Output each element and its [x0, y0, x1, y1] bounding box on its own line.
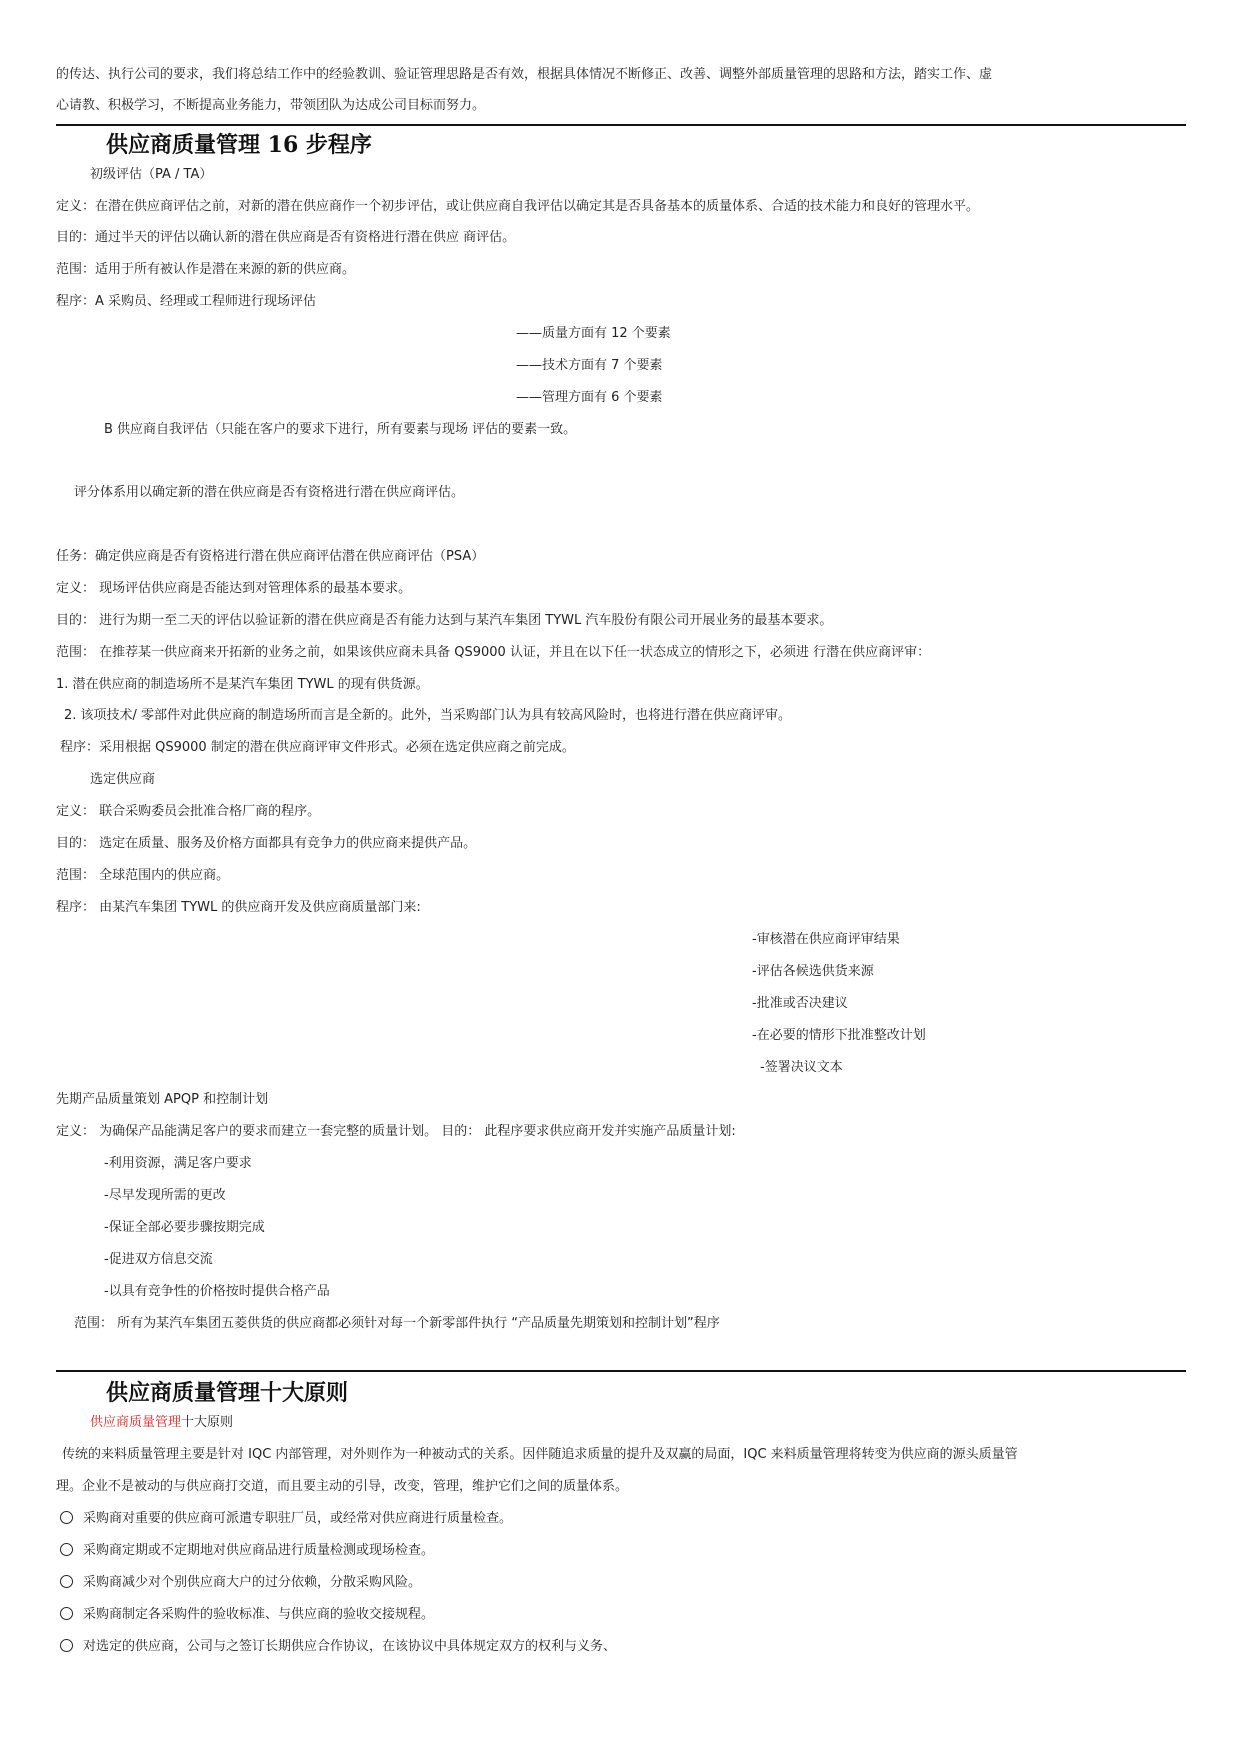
paragraph: 程序：采用根据 QS9000 制定的潜在供应商评审文件形式。必须在选定供应商之前完成。: [60, 740, 575, 755]
list-item: -促进双方信息交流: [104, 1252, 213, 1267]
list-item: -保证全部必要步骤按期完成: [104, 1220, 265, 1235]
list-item: -签署决议文本: [760, 1060, 843, 1075]
list-item: ——技术方面有 7 个要素: [516, 358, 663, 373]
list-item: -审核潜在供应商评审结果: [752, 932, 900, 947]
list-item: ——管理方面有 6 个要素: [516, 390, 663, 405]
list-item: 2. 该项技术/ 零部件对此供应商的制造场所而言是全新的。此外，当采购部门认为具有较高风险时，也将进行潜在供应商评审。: [64, 708, 792, 723]
subsection-title: 先期产品质量策划 APQP 和控制计划: [56, 1092, 269, 1107]
subtitle-highlight: 供应商质量管理: [90, 1415, 182, 1430]
circle-bullet-icon: [60, 1575, 73, 1588]
paragraph: 定义： 现场评估供应商是否能达到对管理体系的最基本要求。: [56, 581, 412, 596]
continuation-line-1: 的传达、执行公司的要求，我们将总结工作中的经验教训、验证管理思路是否有效，根据具体情况不断修正、改善、调整外部质量管理的思路和方法，踏实工作、虚: [56, 67, 993, 82]
list-item: -利用资源，满足客户要求: [104, 1156, 252, 1171]
paragraph: 理。企业不是被动的与供应商打交道，而且要主动的引导，改变，管理，维护它们之间的质量体系。: [56, 1479, 629, 1494]
list-item: [60, 1574, 421, 1591]
list-item-text: 采购商对重要的供应商可派遣专职驻厂员，或经常对供应商进行质量检查。: [83, 1511, 513, 1526]
circle-bullet-icon: [60, 1543, 73, 1556]
list-item-text: 采购商制定各采购件的验收标准、与供应商的验收交接规程。: [83, 1607, 435, 1622]
list-item: -批准或否决建议: [752, 996, 848, 1011]
list-item: [60, 1606, 434, 1623]
paragraph: 范围： 全球范围内的供应商。: [56, 868, 230, 883]
paragraph: 定义：在潜在供应商评估之前，对新的潜在供应商作一个初步评估，或让供应商自我评估以确定其是否具备基本的质量体系、合适的技术能力和良好的管理水平。: [56, 199, 980, 214]
list-item: -评估各候选供货来源: [752, 964, 874, 979]
list-item-text: 对选定的供应商，公司与之签订长期供应合作协议，在该协议中具体规定双方的权利与义务、: [83, 1639, 617, 1654]
paragraph: 定义： 联合采购委员会批准合格厂商的程序。: [56, 804, 321, 819]
paragraph: 目的：通过半天的评估以确认新的潜在供应商是否有资格进行潜在供应 商评估。: [56, 230, 516, 245]
section-title-ten-principles: 供应商质量管理十大原则: [106, 1380, 349, 1406]
list-item-text: 采购商减少对个别供应商大户的过分依赖，分散采购风险。: [83, 1575, 422, 1590]
paragraph: 范围： 所有为某汽车集团五菱供货的供应商都必须针对每一个新零部件执行 “产品质量先期策划和控制计划”程序: [74, 1316, 720, 1331]
paragraph: 评分体系用以确定新的潜在供应商是否有资格进行潜在供应商评估。: [74, 485, 465, 500]
subsection-title: 选定供应商: [90, 772, 156, 787]
section-divider: [56, 1370, 1186, 1372]
subsection-title: 初级评估（PA / TA）: [90, 167, 213, 182]
paragraph: 范围：适用于所有被认作是潜在来源的新的供应商。: [56, 262, 356, 277]
paragraph: B 供应商自我评估（只能在客户的要求下进行，所有要素与现场 评估的要素一致。: [104, 422, 577, 437]
paragraph: 程序：A 采购员、经理或工程师进行现场评估: [56, 294, 317, 309]
circle-bullet-icon: [60, 1511, 73, 1524]
list-item: -尽早发现所需的更改: [104, 1188, 226, 1203]
subsection-title: [90, 1414, 233, 1431]
list-item-text: 采购商定期或不定期地对供应商品进行质量检测或现场检查。: [83, 1543, 435, 1558]
continuation-line-2: 心请教、积极学习，不断提高业务能力，带领团队为达成公司目标而努力。: [56, 98, 486, 113]
list-item: 1. 潜在供应商的制造场所不是某汽车集团 TYWL 的现有供货源。: [56, 677, 429, 692]
paragraph: 程序： 由某汽车集团 TYWL 的供应商开发及供应商质量部门来:: [56, 900, 421, 915]
list-item: [60, 1638, 616, 1655]
list-item: [60, 1510, 512, 1527]
circle-bullet-icon: [60, 1607, 73, 1620]
paragraph: 任务：确定供应商是否有资格进行潜在供应商评估潜在供应商评估（PSA）: [56, 549, 485, 564]
subtitle-rest: 十大原则: [181, 1415, 234, 1430]
circle-bullet-icon: [60, 1639, 73, 1652]
section-title-16-steps: 供应商质量管理 16 步程序: [106, 132, 372, 158]
paragraph: 目的： 进行为期一至二天的评估以验证新的潜在供应商是否有能力达到与某汽车集团 TYWL 汽车股份有限公司开展业务的最基本要求。: [56, 613, 833, 628]
list-item: [60, 1542, 434, 1559]
section-divider: [56, 124, 1186, 126]
list-item: -在必要的情形下批准整改计划: [752, 1028, 926, 1043]
paragraph: 传统的来料质量管理主要是针对 IQC 内部管理，对外则作为一种被动式的关系。因伴随追求质量的提升及双赢的局面，IQC 来料质量管理将转变为供应商的源头质量管: [62, 1447, 1018, 1462]
paragraph: 定义： 为确保产品能满足客户的要求而建立一套完整的质量计划。 目的： 此程序要求供应商开发并实施产品质量计划:: [56, 1124, 736, 1139]
paragraph: 范围： 在推荐某一供应商来开拓新的业务之前，如果该供应商未具备 QS9000 认证，并且在以下任一状态成立的情形之下，必须进 行潜在供应商评审：: [56, 645, 931, 660]
paragraph: 目的： 选定在质量、服务及价格方面都具有竞争力的供应商来提供产品。: [56, 836, 477, 851]
list-item: -以具有竞争性的价格按时提供合格产品: [104, 1284, 330, 1299]
list-item: ——质量方面有 12 个要素: [516, 326, 671, 341]
